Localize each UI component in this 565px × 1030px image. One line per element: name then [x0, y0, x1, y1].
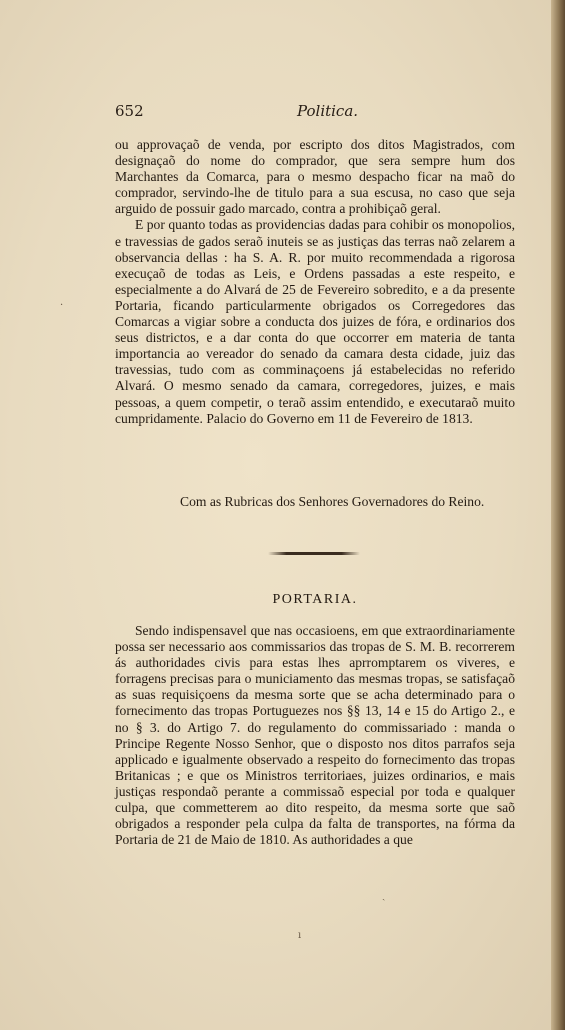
section-divider [268, 552, 360, 555]
signature-line: Com as Rubricas dos Senhores Governadores do Reino. [180, 494, 485, 509]
paragraph-providencias: E por quanto todas as providencias dadas para cohibir os monopolios, e travessias de gados seraõ inuteis se as justiças das terras naõ zelarem a observancia dellas : ha S. A. R. por muito recommendada a rigorosa execuçaõ de todas as Leis, e Ordens passadas a este respeito, e especialmente a do Alvará de 25 de Fevereiro sobredito, e a da presente Portaria, ficando particularmente obrigados os Corregedores das Comarcas a vigiar sobre a conducta dos juizes de fóra, e ordinarios dos seus districtos, e a dar conta do que occorrer em materia de tanta importancia ao vereador do senado da camara desta cidade, juiz das travessias, tudo com as comminaçoens já estabelecidas no referido Alvará. O mesmo senado da camara, corregedores, juizes, e mais pessoas, a quem competir, o teraõ assim entendido, e executaraõ muito cumpridamente. Palacio do Governo em 11 de Fevereiro de 1813. [115, 217, 515, 426]
paragraph-portaria: Sendo indispensavel que nas occasioens, em que extraordinariamente possa ser necessario aos commissarios das tropas de S. M. B. recorrerem ás authoridades civis para estas lhes aprromptarem os viveres, e forragens precisas para o municiamento das mesmas tropas, se satisfaçaõ as suas requisiçoens da mesma sorte que se acha determinado para o fornecimento das tropas Portuguezes nos §§ 13, 14 e 15 do Artigo 2., e no § 3. do Artigo 7. do regulamento do commissariado : manda o Principe Regente Nosso Senhor, que o disposto nos ditos parrafos seja applicado e igualmente observado a respeito do fornecimento das tropas Britanicas ; e que os Ministros territoriaes, juizes ordinarios, e mais justiças respondaõ perante a commissaõ especial por toda e qualquer culpa, que commetterem ao dito respeito, da mesma sorte que saõ obrigados a responder pela culpa da falta de transportes, na fórma da Portaria de 21 de Maio de 1810. As authoridades a que [115, 623, 515, 848]
page-header [115, 102, 515, 122]
paper-speck: ı [298, 930, 302, 941]
section-title: PORTARIA. [272, 592, 358, 607]
running-head: Politica. [297, 102, 359, 120]
text-block-portaria [115, 623, 515, 848]
paper-speck: · [60, 300, 64, 311]
book-spine-shadow [551, 0, 565, 1030]
page-number: 652 [115, 102, 144, 120]
paragraph-continuation: ou approvaçaõ de venda, por escripto dos ditos Magistrados, com designaçaõ do nome do comprador, que sera sempre hum dos Marchantes da Comarca, para o mesmo despacho ficar na maõ do comprador, servindo-lhe de titulo para a sua escusa, no caso que seja arguido de possuir gado marcado, contra a prohibiçaõ geral. [115, 137, 515, 217]
paper-speck: ˎ [382, 890, 386, 901]
text-block-top [115, 137, 515, 427]
